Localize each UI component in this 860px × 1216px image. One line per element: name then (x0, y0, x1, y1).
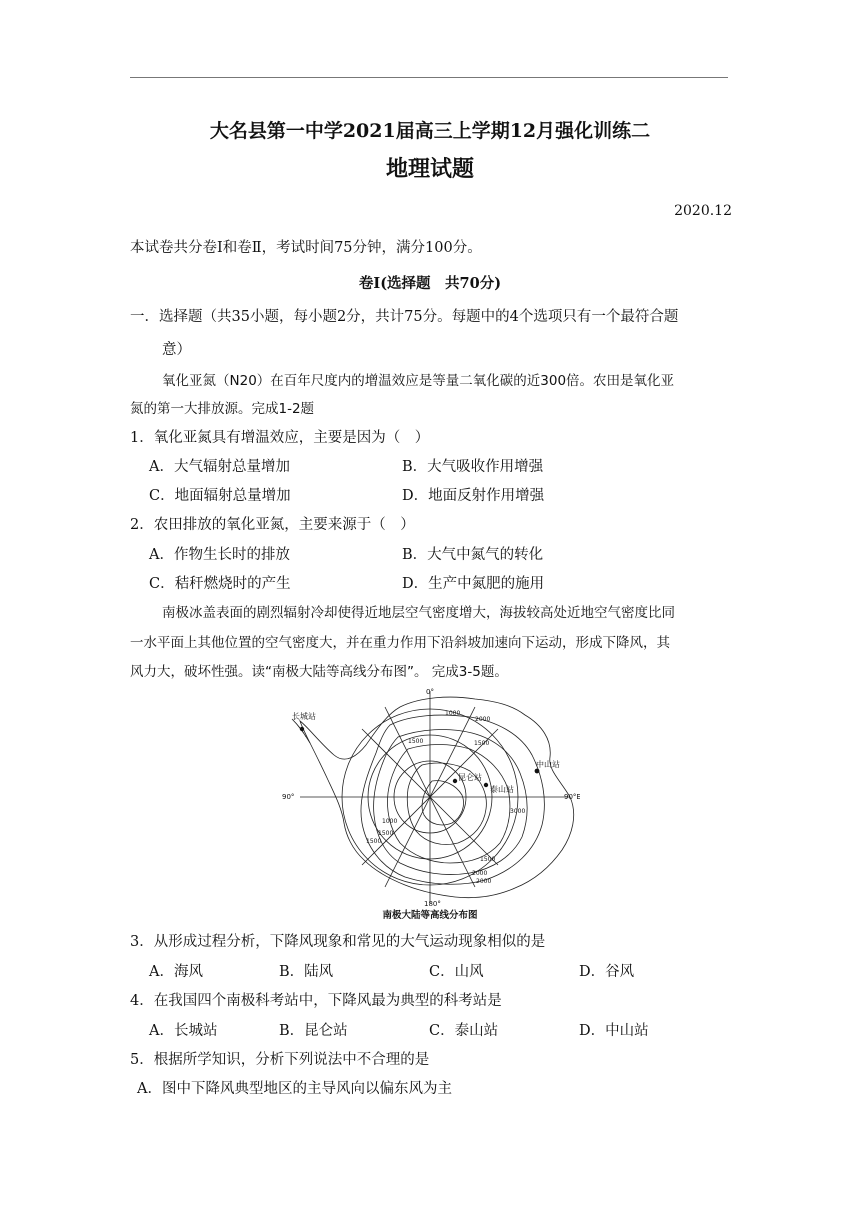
question-2-stem: 2．农田排放的氧化亚氮，主要来源于（ ） (130, 517, 415, 533)
section-heading: 卷Ⅰ(选择题 共70分) (358, 275, 502, 292)
contour-label: 3000 (510, 808, 526, 815)
question-3-option-c: C．山风 (429, 964, 484, 980)
longitude-label-bottom: 180° (424, 900, 441, 907)
longitude-label-left: 90° (282, 793, 295, 801)
contour-line-inner (422, 781, 463, 825)
passage-1-line-1: 氧化亚氮（N20）在百年尺度内的增温效应是等量二氧化碳的近300倍。农田是氧化亚 (162, 373, 675, 389)
station-label-zhongshan: 中山站 (536, 760, 560, 769)
question-2-option-d: D．生产中氮肥的施用 (402, 576, 545, 592)
contour-label: 2000 (475, 716, 491, 723)
contour-label: 1500 (408, 738, 424, 745)
longitude-label-right: 90°E (564, 793, 580, 801)
question-4-stem: 4．在我国四个南极科考站中，下降风最为典型的科考站是 (130, 993, 502, 1009)
exam-subtitle: 地理试题 (385, 156, 474, 182)
instructions-line-1: 一．选择题（共35小题，每小题2分，共计75分。每题中的4个选项只有一个最符合题 (130, 309, 679, 325)
passage-2-line-2: 一水平面上其他位置的空气密度大，并在重力作用下沿斜坡加速向下运动，形成下降风，其 (130, 635, 670, 651)
station-label-taishan: 泰山站 (490, 785, 514, 794)
contour-label: 2000 (472, 870, 488, 877)
question-1-option-a: A．大气辐射总量增加 (149, 459, 290, 475)
question-1-option-b: B．大气吸收作用增强 (402, 459, 544, 475)
antarctica-map-figure (280, 685, 580, 907)
contour-label: 1000 (382, 818, 398, 825)
question-4-option-b: B．昆仑站 (279, 1023, 348, 1039)
contour-line-1000 (361, 715, 544, 884)
exam-title: 大名县第一中学2021届高三上学期12月强化训练二 (209, 120, 651, 142)
contour-label: 1500 (474, 740, 490, 747)
contour-label: 1000 (445, 710, 461, 717)
station-marker-taishan (484, 783, 488, 787)
question-1-option-c: C．地面辐射总量增加 (149, 488, 291, 504)
station-marker-kunlun (453, 779, 457, 783)
question-1-stem: 1．氧化亚氮具有增温效应，主要是因为（ ） (130, 430, 430, 446)
question-3-stem: 3．从形成过程分析，下降风现象和常见的大气运动现象相似的是 (130, 934, 546, 950)
contour-label: 1500 (378, 830, 394, 837)
station-label-changcheng: 长城站 (292, 712, 316, 721)
exam-intro: 本试卷共分卷Ⅰ和卷Ⅱ，考试时间75分钟，满分100分。 (130, 240, 482, 256)
question-4-option-d: D．中山站 (579, 1023, 649, 1039)
station-marker-changcheng (300, 727, 304, 731)
question-4-option-a: A．长城站 (149, 1023, 218, 1039)
antarctica-contour-map (280, 685, 580, 925)
question-3-option-a: A．海风 (149, 964, 203, 980)
question-1-option-d: D．地面反射作用增强 (402, 488, 545, 504)
map-caption: 南极大陆等高线分布图 (382, 910, 478, 921)
instructions-line-2: 意） (162, 342, 191, 358)
passage-2-line-1: 南极冰盖表面的剧烈辐射冷却使得近地层空气密度增大，海拔较高处近地空气密度比同 (162, 605, 675, 621)
contour-label: 1500 (480, 856, 496, 863)
question-2-option-c: C．秸秆燃烧时的产生 (149, 576, 291, 592)
question-2-option-a: A．作物生长时的排放 (149, 547, 290, 563)
station-label-kunlun: 昆仑站 (458, 773, 482, 782)
question-3-option-d: D．谷风 (579, 964, 635, 980)
passage-1-line-2: 氮的第一大排放源。完成1-2题 (130, 401, 315, 417)
station-marker-zhongshan (535, 769, 540, 774)
contour-label: 2000 (476, 878, 492, 885)
passage-2-line-3: 风力大，破坏性强。读“南极大陆等高线分布图”。 完成3-5题。 (130, 664, 508, 680)
question-5-stem: 5．根据所学知识，分析下列说法中不合理的是 (130, 1052, 430, 1068)
question-4-option-c: C．泰山站 (429, 1023, 499, 1039)
exam-date: 2020.12 (674, 203, 732, 219)
longitude-label-top: 0° (426, 688, 434, 696)
question-5-option-a: A．图中下降风典型地区的主导风向以偏东风为主 (137, 1081, 452, 1097)
question-3-option-b: B．陆风 (279, 964, 334, 980)
contour-line-1500 (374, 730, 527, 875)
header-rule (130, 77, 728, 78)
contour-label: 1500 (366, 838, 382, 845)
question-2-option-b: B．大气中氮气的转化 (402, 547, 544, 563)
